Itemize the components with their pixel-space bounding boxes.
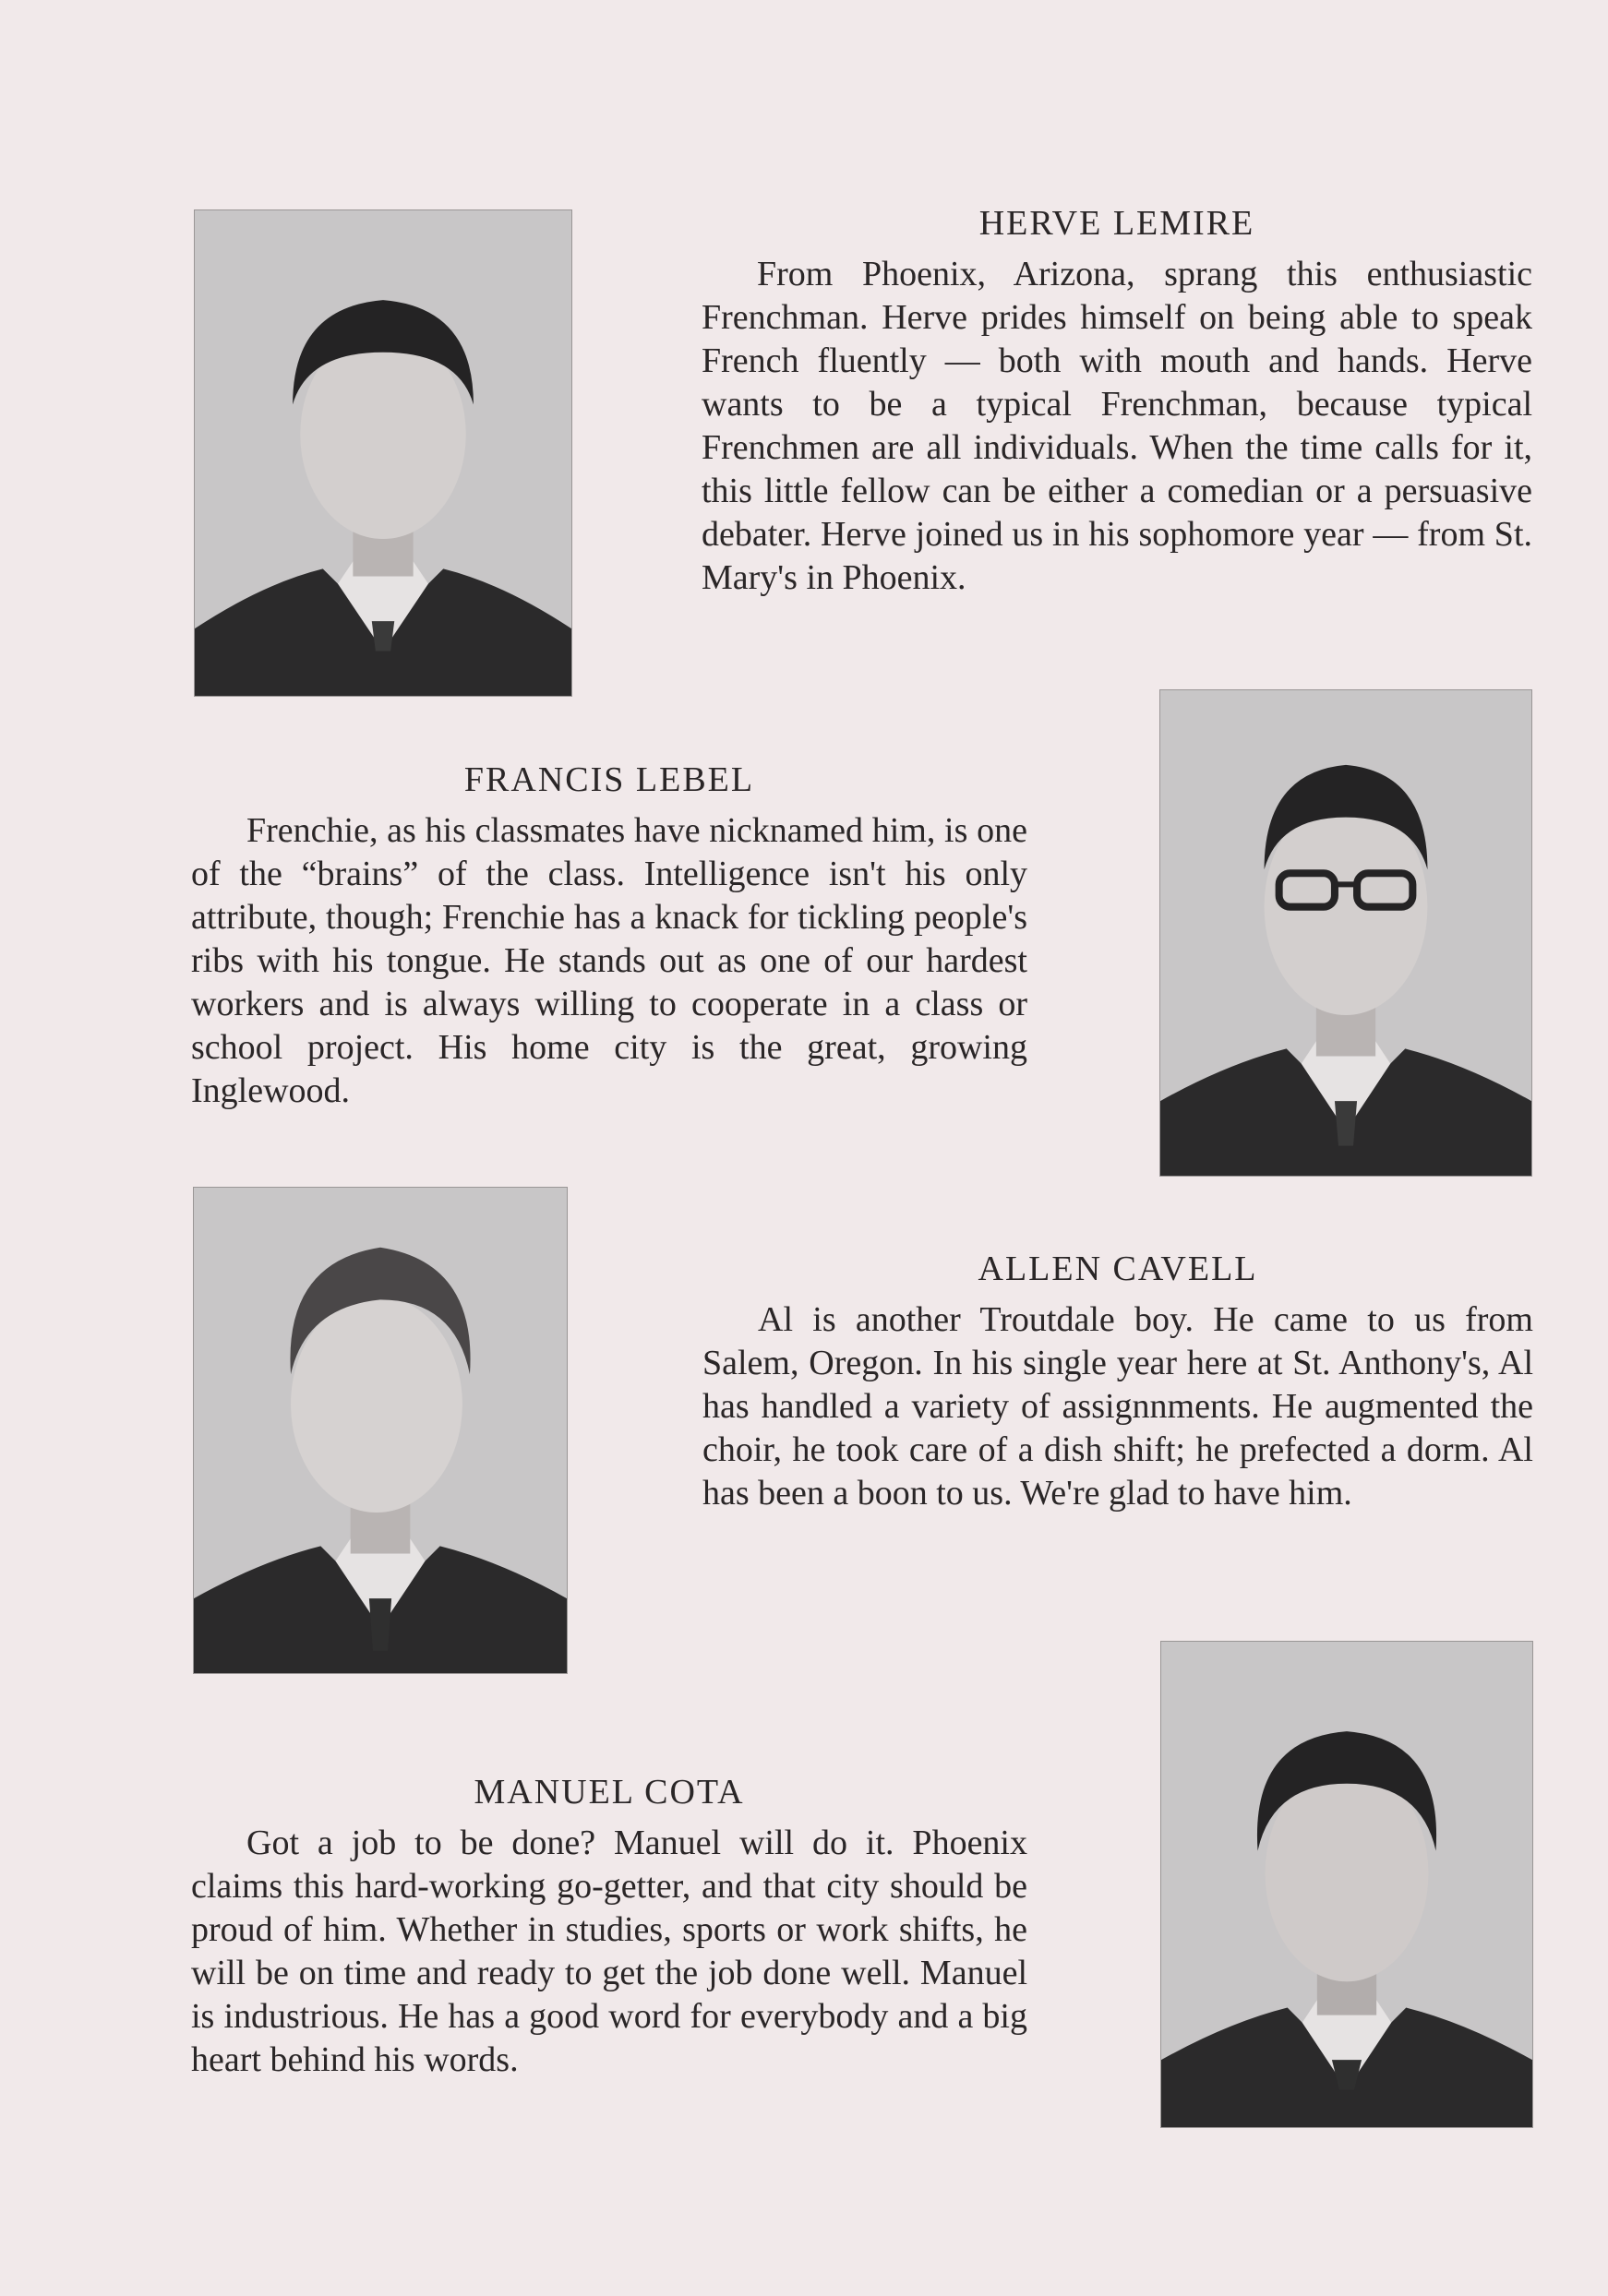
profile-name: FRANCIS LEBEL	[463, 760, 755, 799]
bio-francis-lebel	[191, 759, 1027, 1113]
profile-bio: Got a job to be done? Manuel will do it. Phoenix claims this hard-working go-getter, and that city should be proud of him. Whether in studies, sports or work shifts, he will be on time and ready to get the job done well. Manuel is industrious. He has a good word for everybody and a big heart behind his words.	[191, 1824, 1027, 2079]
profile-bio: Al is another Troutdale boy. He came to us from Salem, Oregon. In his single year here at St. Anthony's, Al has handled a variety of assignnments. He augmented the choir, he took care of a dish shift; he prefected a dorm. Al has been a boon to us. We're glad to have him.	[702, 1300, 1533, 1513]
portrait-manuel-cota	[1160, 1641, 1533, 2128]
portrait-francis-lebel	[1159, 689, 1532, 1177]
profile-name: ALLEN CAVELL	[978, 1250, 1258, 1288]
profile-bio: From Phoenix, Arizona, sprang this enthusiastic Frenchman. Herve prides himself on being able to speak French fluently — both with mouth and hands. Herve wants to be a typical Frenchman, because typical Frenchmen are all individuals. When the time calls for it, this little fellow can be either a comedian or a persuasive debater. Herve joined us in his sophomore year — from St. Mary's in Phoenix.	[702, 255, 1532, 597]
profile-bio: Frenchie, as his classmates have nicknamed him, is one of the “brains” of the class. Intelligence isn't his only attribute, though; Frenchie has a knack for tickling people's ribs with his tongue. He stands out as one of our hardest workers and is always willing to cooperate in a class or school project. His home city is the great, growing Inglewood.	[191, 811, 1027, 1110]
profile-name: HERVE LEMIRE	[978, 204, 1255, 243]
bio-herve-lemire	[702, 203, 1532, 600]
bio-manuel-cota	[191, 1772, 1027, 2082]
profile-name: MANUEL COTA	[474, 1773, 745, 1812]
portrait-herve-lemire	[194, 209, 572, 697]
portrait-allen-cavell	[193, 1187, 568, 1674]
bio-allen-cavell	[702, 1249, 1533, 1515]
